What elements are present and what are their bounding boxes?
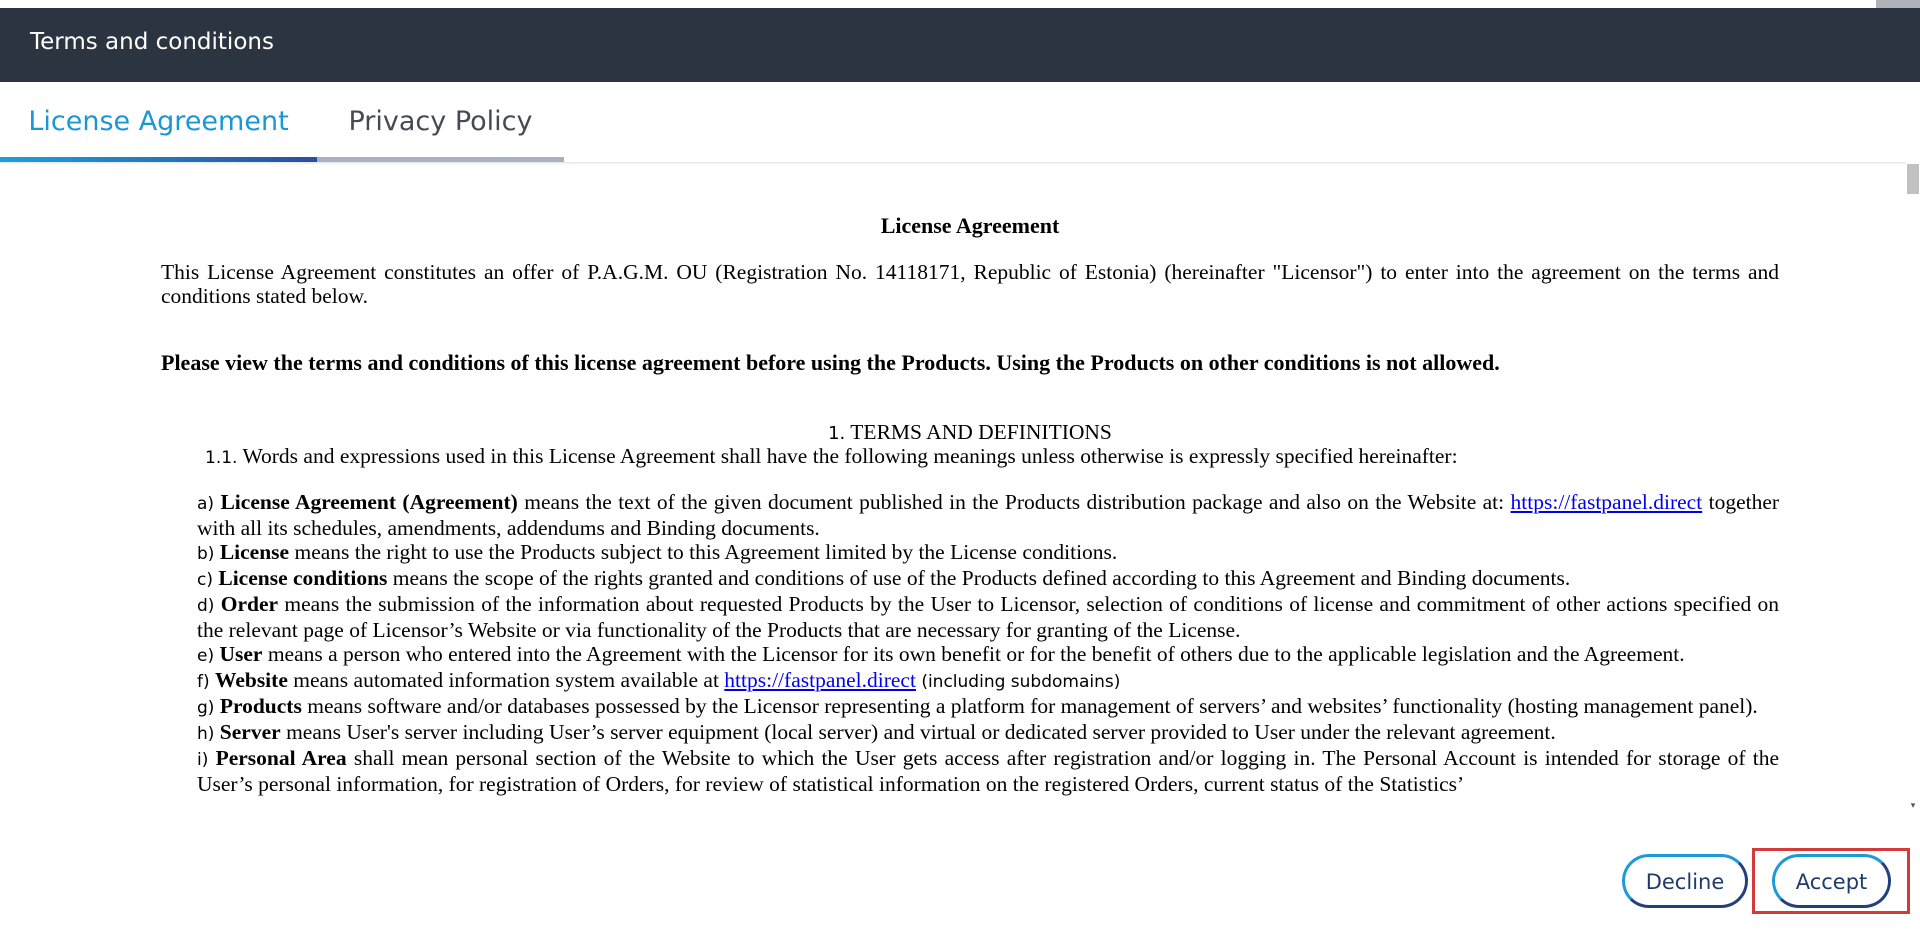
definition-text: means the right to use the Products subject to this Agreement limited by the License conditions. [294, 540, 1118, 564]
tab-privacy-policy[interactable] [317, 82, 564, 162]
definition-letter: d) [197, 596, 215, 616]
definition-text: means a person who entered into the Agreement with the Licensor for its own benefit or for the benefit of others due to the applicable legislation and the Agreement. [267, 642, 1685, 666]
definition-term: License Agreement (Agreement) [220, 490, 518, 514]
usage-note: Please view the terms and conditions of this license agreement before using the Products. Using the Products on other conditions is not allowed. [161, 350, 1500, 375]
definition-term: License [219, 540, 290, 564]
definition-letter: g) [197, 698, 215, 718]
definition-text-after: (including subdomains) [921, 672, 1121, 692]
content-scrollbar[interactable] [1906, 162, 1920, 814]
definition-item [197, 720, 1779, 746]
section-number: 1. [828, 423, 846, 444]
definition-text: means software and/or databases possessed by the Licensor representing a platform for management of servers’ and websites’ functionality (hosting management panel). [307, 694, 1758, 718]
definition-text: shall mean personal section of the Website to which the User gets access after registration and/or logging in. The Personal Account is intended for storage of the User’s personal information, for registration of Orders, for review of statistical information on the registered Orders, current status of the Statistics’ [197, 746, 1779, 796]
definition-term: User [219, 642, 263, 666]
definition-item [197, 694, 1779, 720]
definition-text: means the submission of the information about requested Products by the User to Licensor, selection of conditions of license and commitment of other actions specified on the relevant page of Licensor’s Website or via functionality of the Products that are necessary for granting of the License. [197, 592, 1780, 642]
definition-term: Website [215, 668, 288, 692]
offer-paragraph: This License Agreement constitutes an offer of P.A.G.M. OU (Registration No. 14118171, Republic of Estonia) (hereinafter "Licensor") to enter into the agreement on the terms and conditions stated below. [161, 260, 1779, 308]
definition-item [197, 592, 1779, 642]
dialog-header [0, 8, 1920, 82]
definition-text: means User's server including User’s server equipment (local server) and virtual or dedicated server provided to User under the relevant agreement. [286, 720, 1556, 744]
definition-text: means the scope of the rights granted and conditions of use of the Products defined according to this Agreement and Binding documents. [392, 566, 1571, 590]
scroll-down-arrow-icon[interactable]: ▾ [1910, 801, 1916, 811]
definition-letter: i) [197, 750, 209, 770]
definition-letter: a) [197, 494, 215, 514]
fastpanel-link[interactable]: https://fastpanel.direct [1510, 490, 1703, 514]
definition-letter: f) [197, 672, 210, 692]
section-title: TERMS AND DEFINITIONS [850, 420, 1112, 444]
definition-term: Products [219, 694, 302, 718]
definition-item [197, 566, 1779, 592]
definition-item [197, 746, 1779, 796]
clause-text: Words and expressions used in this License Agreement shall have the following meanings unless otherwise is expressly specified hereinafter: [242, 444, 1458, 468]
definition-letter: b) [197, 544, 215, 564]
top-strip-window [0, 0, 1876, 8]
definition-item [197, 540, 1779, 566]
definition-term: Server [219, 720, 281, 744]
section-heading [161, 420, 1779, 446]
definition-item [197, 490, 1779, 540]
definition-text: means the text of the given document published in the Products distribution package and also on the Website at: [524, 490, 1505, 514]
clause-number: 1.1. [205, 448, 238, 468]
definition-letter: e) [197, 646, 215, 666]
fastpanel-link[interactable]: https://fastpanel.direct [724, 668, 916, 692]
definitions-list [197, 490, 1779, 796]
definition-text-after: together with all its schedules, amendments, addendums and Binding documents. [197, 490, 1780, 540]
definition-term: License conditions [218, 566, 388, 590]
tab-bar [0, 82, 1920, 162]
clause-1-1 [205, 444, 1779, 470]
document-title: License Agreement [880, 213, 1060, 238]
definition-item [197, 642, 1779, 668]
accept-button[interactable] [1772, 854, 1891, 908]
definition-term: Order [220, 592, 279, 616]
definition-text: means automated information system available at [293, 668, 719, 692]
definition-term: Personal Area [215, 746, 347, 770]
tab-privacy-policy-label: Privacy Policy [348, 106, 533, 137]
decline-button-label: Decline [1645, 870, 1725, 894]
definition-letter: c) [197, 570, 213, 590]
scrollbar-thumb[interactable] [1907, 164, 1919, 194]
agreement-content[interactable] [0, 162, 1906, 814]
tab-license-agreement-label: License Agreement [28, 106, 289, 137]
tab-license-agreement[interactable] [0, 82, 317, 162]
accept-button-label: Accept [1795, 870, 1868, 894]
decline-button[interactable] [1622, 854, 1748, 908]
dialog-title: Terms and conditions [30, 29, 274, 55]
definition-letter: h) [197, 724, 215, 744]
definition-item [197, 668, 1779, 694]
